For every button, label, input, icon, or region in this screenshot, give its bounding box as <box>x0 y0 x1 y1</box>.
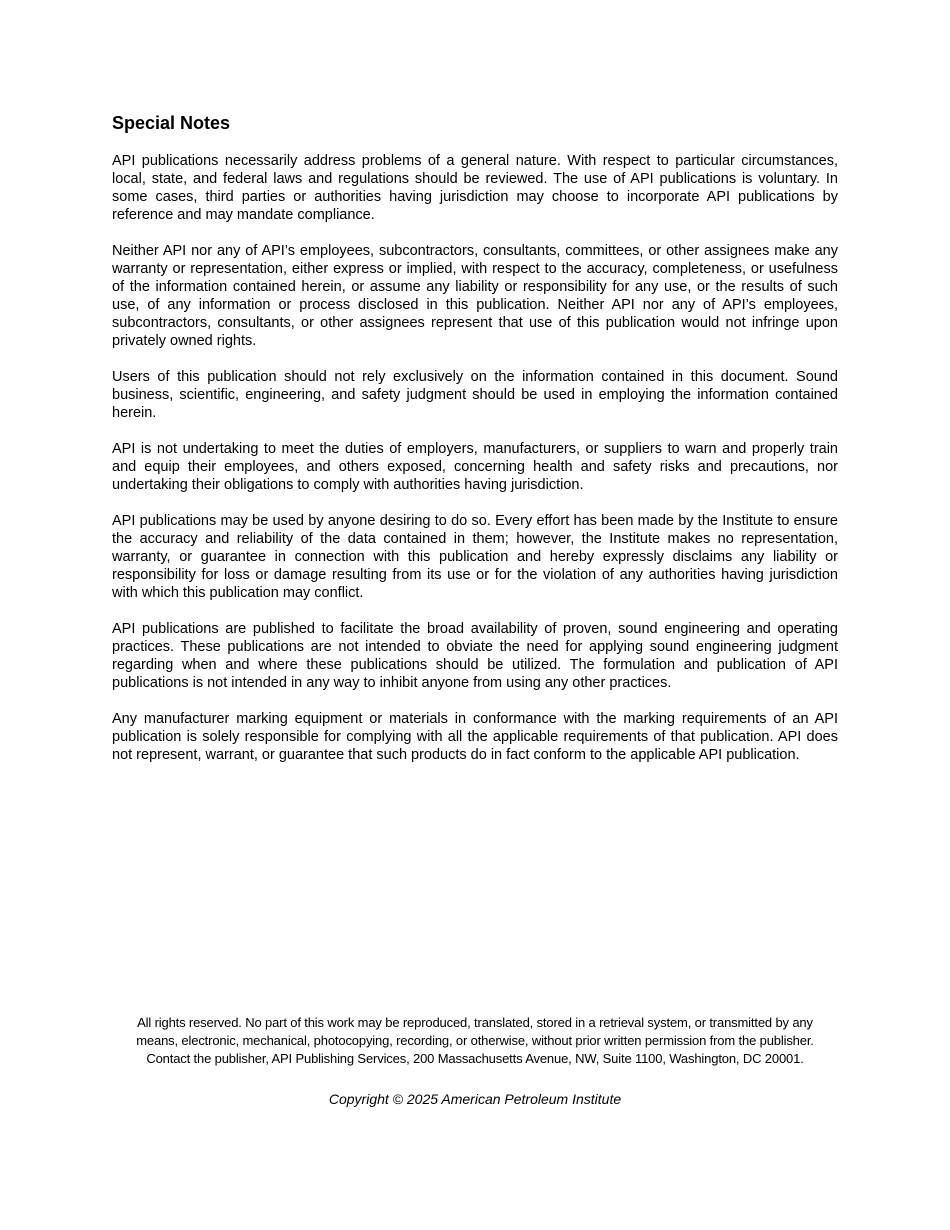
page-title: Special Notes <box>112 113 231 133</box>
rights-notice <box>100 1014 850 1068</box>
footer <box>100 1014 850 1108</box>
rights-line: Contact the publisher, API Publishing Services, 200 Massachusetts Avenue, NW, Suite 1100, Washington, DC 20001. <box>146 1051 804 1066</box>
copyright-notice: Copyright © 2025 American Petroleum Institute <box>328 1091 622 1107</box>
paragraph-user-reliance: Users of this publication should not rely exclusively on the information contained in this document. Sound business, scientific, engineering, and safety judgment should be used in employing the information contained herein. <box>112 369 838 421</box>
rights-line: means, electronic, mechanical, photocopying, recording, or otherwise, without prior written permission from the publisher. <box>136 1033 814 1048</box>
paragraph-use-disclaimer: API publications may be used by anyone desiring to do so. Every effort has been made by the Institute to ensure the accuracy and reliability of the data contained in them; however, the Institute makes no representation, warranty, or guarantee in connection with this publication and hereby expressly disclaims any liability or responsibility for loss or damage resulting from its use or for the violation of any authorities having jurisdiction with which this publication may conflict. <box>112 513 838 601</box>
paragraph-engineering-practices: API publications are published to facilitate the broad availability of proven, sound engineering and operating practices. These publications are not intended to obviate the need for applying sound engineering judgment regarding when and where these publications should be utilized. The formulation and publication of API publications is not intended in any way to inhibit anyone from using any other practices. <box>112 621 838 691</box>
paragraph-employer-duties: API is not undertaking to meet the duties of employers, manufacturers, or suppliers to warn and properly train and equip their employees, and others exposed, concerning health and safety risks and precautions, nor undertaking their obligations to comply with authorities having jurisdiction. <box>112 441 838 493</box>
special-notes-section <box>112 112 838 782</box>
rights-line: All rights reserved. No part of this work may be reproduced, translated, stored in a retrieval system, or transmitted by any <box>137 1015 813 1030</box>
paragraph-no-warranty: Neither API nor any of API’s employees, subcontractors, consultants, committees, or other assignees make any warranty or representation, either express or implied, with respect to the accuracy, completeness, or usefulness of the information contained herein, or assume any liability or responsibility for any use, or the results of such use, of any information or process disclosed in this publication. Neither API nor any of API’s employees, subcontractors, consultants, or other assignees represent that use of this publication would not infringe upon privately owned rights. <box>112 243 838 349</box>
paragraph-scope: API publications necessarily address problems of a general nature. With respect to particular circumstances, local, state, and federal laws and regulations should be reviewed. The use of API publications is voluntary. In some cases, third parties or authorities having jurisdiction may choose to incorporate API publications by reference and may mandate compliance. <box>112 153 838 223</box>
paragraph-marking: Any manufacturer marking equipment or materials in conformance with the marking requirements of an API publication is solely responsible for complying with all the applicable requirements of that publication. API does not represent, warrant, or guarantee that such products do in fact conform to the applicable API publication. <box>112 711 838 763</box>
